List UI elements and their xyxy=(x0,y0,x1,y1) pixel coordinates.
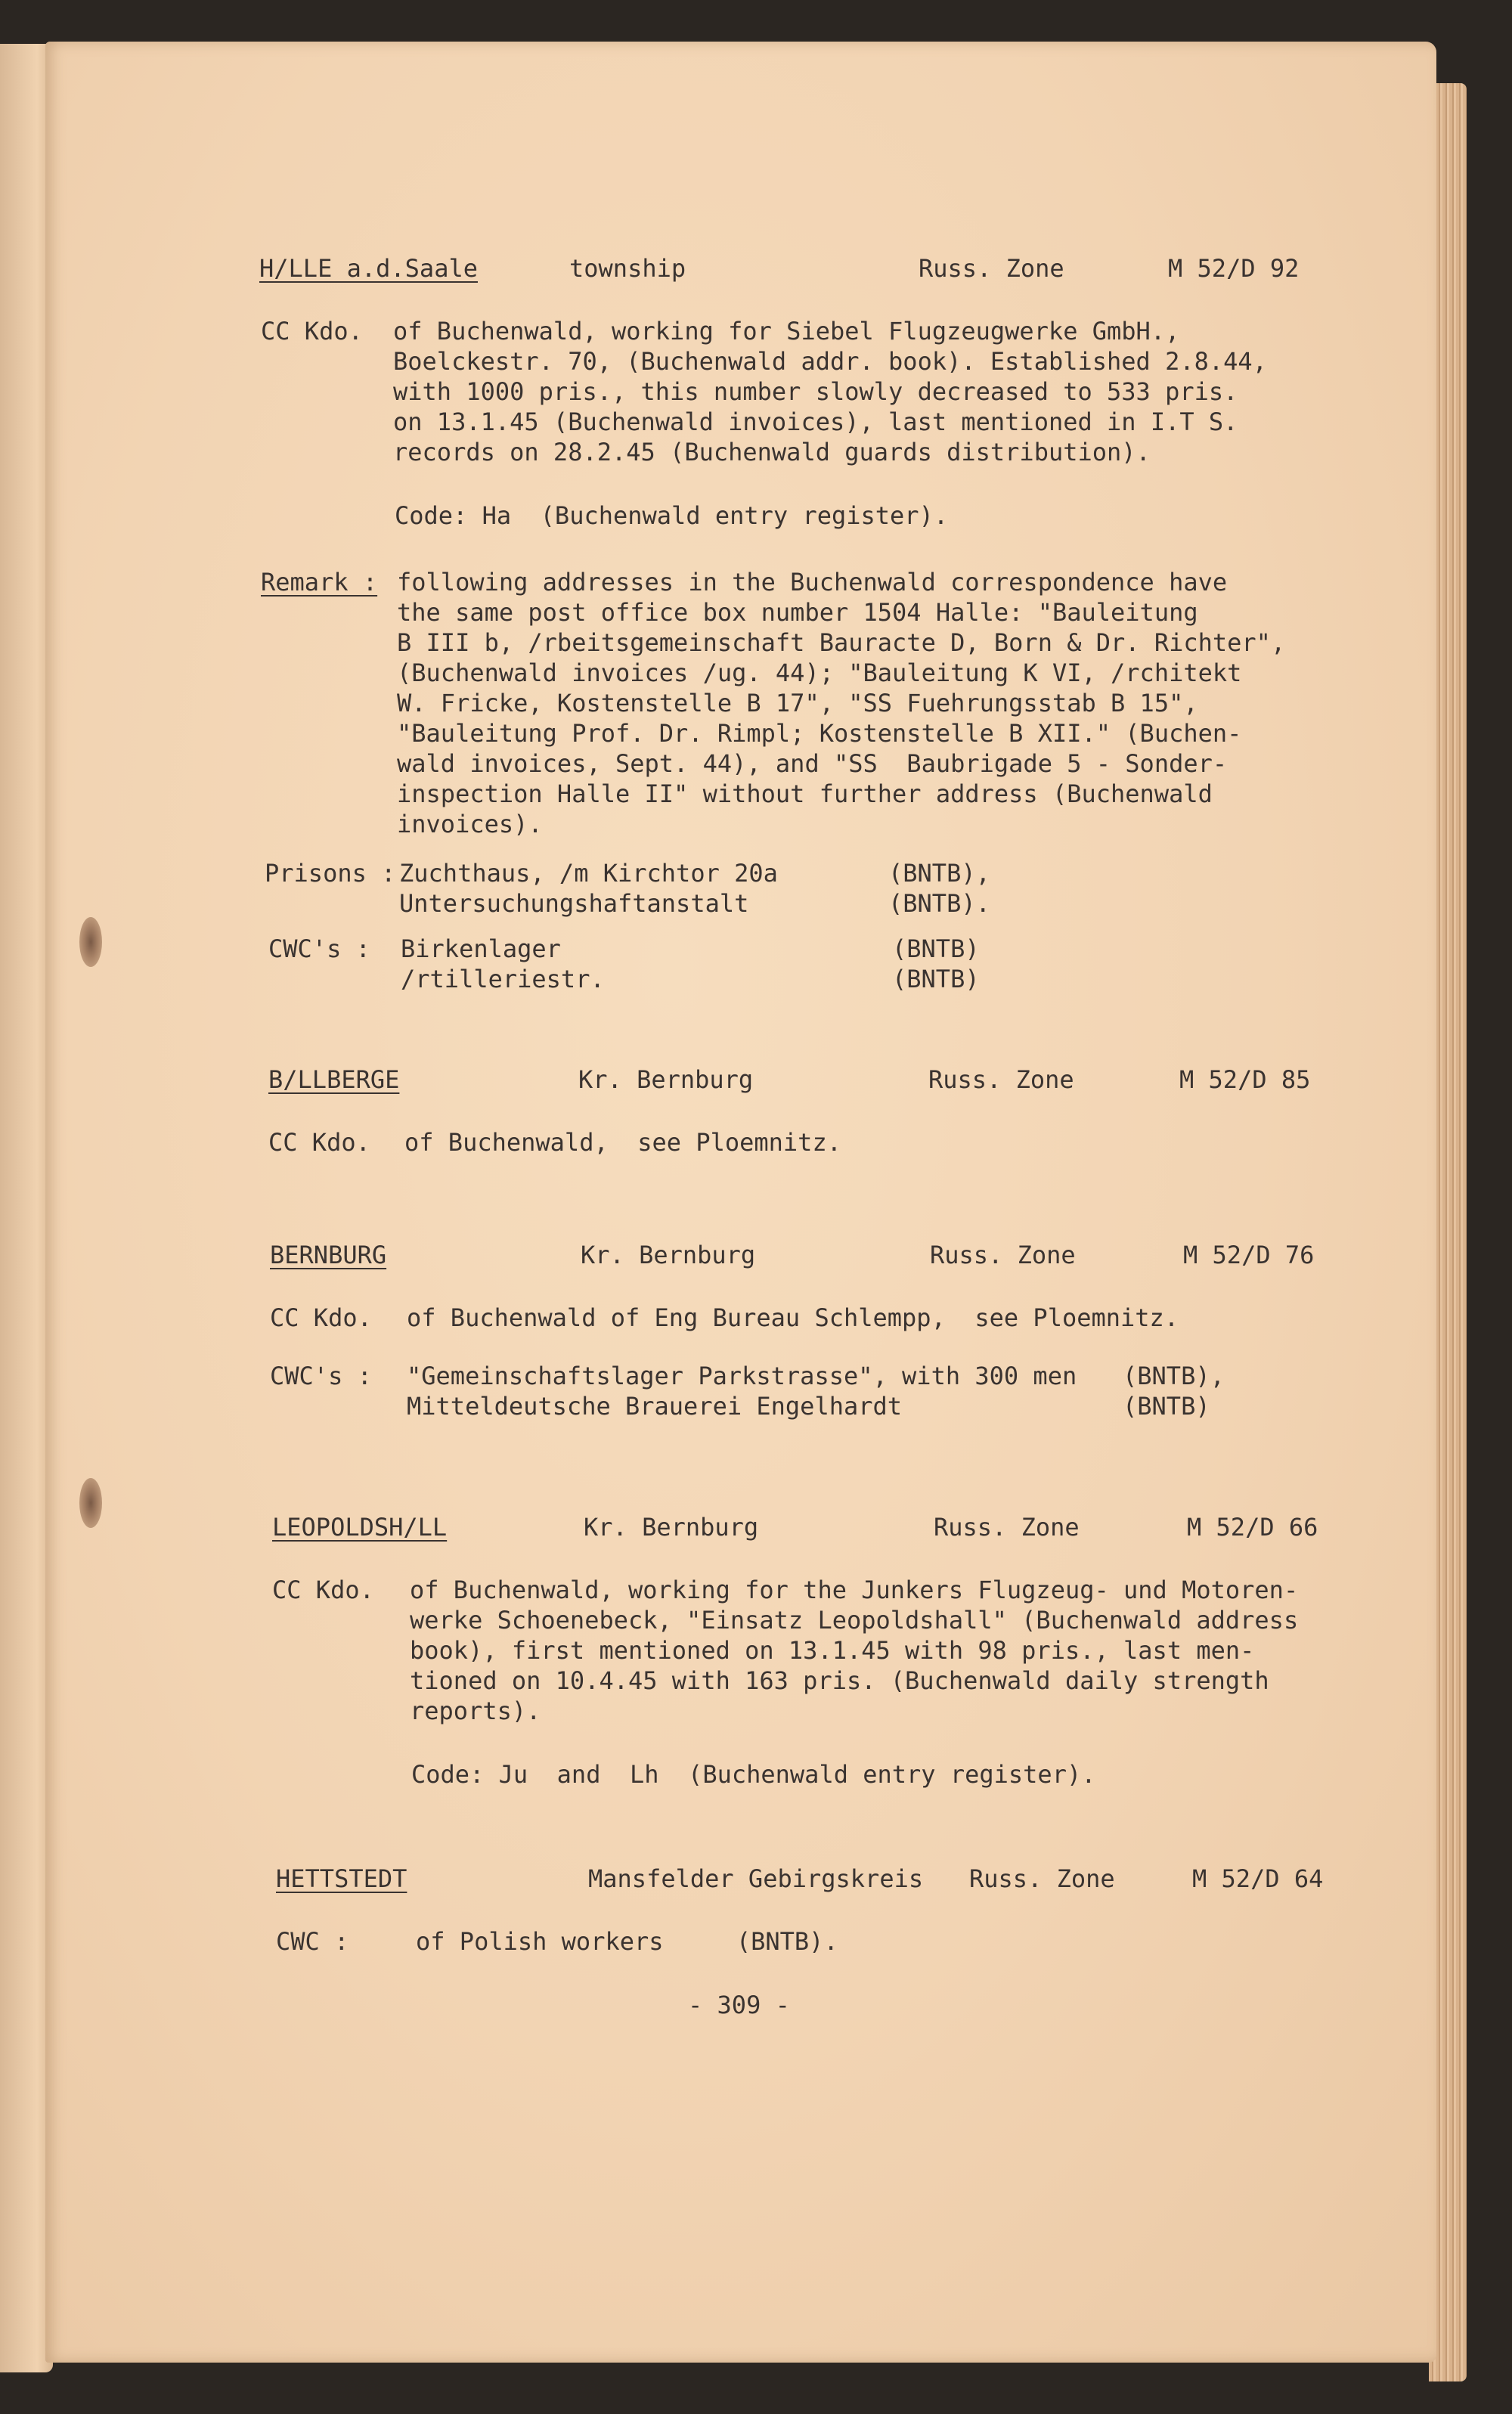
cwc-source: (BNTB) xyxy=(1123,1392,1210,1421)
remark-text-line: "Bauleitung Prof. Dr. Rimpl; Kostenstelle B XII." (Buchen- xyxy=(397,719,1242,748)
district: Kr. Bernburg xyxy=(581,1241,756,1269)
prisons-label: Prisons : xyxy=(265,859,396,888)
cwc-label: CWC : xyxy=(276,1927,349,1956)
remark-text-line: wald invoices, Sept. 44), and "SS Baubrigade 5 - Sonder- xyxy=(397,749,1228,778)
cwc-label: CWC's : xyxy=(268,934,370,963)
punch-hole xyxy=(79,1478,102,1528)
page-number: - 309 - xyxy=(688,1991,790,2019)
remark-text-line: (Buchenwald invoices /ug. 44); "Bauleitung K VI, /rchitekt xyxy=(397,659,1242,687)
cc-kdo-text-line: records on 28.2.45 (Buchenwald guards distribution). xyxy=(393,438,1151,466)
cc-kdo-text: of Buchenwald, see Ploemnitz. xyxy=(404,1128,841,1157)
district: Kr. Bernburg xyxy=(578,1065,754,1094)
cc-kdo-text-line: tioned on 10.4.45 with 163 pris. (Buchenwald daily strength xyxy=(410,1666,1269,1695)
cwc-source: (BNTB) xyxy=(892,934,980,963)
cwc-label: CWC's : xyxy=(270,1362,372,1390)
remark-text-line: the same post office box number 1504 Halle: "Bauleitung xyxy=(397,598,1198,627)
cwc-source: (BNTB), xyxy=(1123,1362,1225,1390)
district: township xyxy=(569,254,686,283)
map-reference: M 52/D 64 xyxy=(1192,1864,1324,1893)
district: Kr. Bernburg xyxy=(584,1513,759,1542)
place-name: H/LLE a.d.Saale xyxy=(259,254,478,283)
cc-kdo-text-line: of Buchenwald, working for the Junkers Flugzeug- und Motoren- xyxy=(410,1576,1299,1604)
remark-text-line: following addresses in the Buchenwald correspondence have xyxy=(397,568,1228,597)
cwc-name: /rtilleriestr. xyxy=(401,965,605,993)
zone: Russ. Zone xyxy=(969,1864,1115,1893)
code-line: Code: Ju and Lh (Buchenwald entry register). xyxy=(411,1760,1096,1789)
zone: Russ. Zone xyxy=(928,1065,1074,1094)
punch-hole xyxy=(79,917,102,967)
cc-kdo-text-line: reports). xyxy=(410,1697,541,1725)
remark-text-line: W. Fricke, Kostenstelle B 17", "SS Fuehrungsstab B 15", xyxy=(397,689,1198,717)
map-reference: M 52/D 66 xyxy=(1187,1513,1318,1542)
cc-kdo-text-line: of Buchenwald, working for Siebel Flugzeugwerke GmbH., xyxy=(393,317,1180,346)
cc-kdo-label: CC Kdo. xyxy=(268,1128,370,1157)
zone: Russ. Zone xyxy=(934,1513,1080,1542)
cwc-name: Birkenlager xyxy=(401,934,561,963)
cc-kdo-label: CC Kdo. xyxy=(272,1576,374,1604)
cc-kdo-text-line: with 1000 pris., this number slowly decreased to 533 pris. xyxy=(393,377,1238,406)
cc-kdo-text: of Buchenwald of Eng Bureau Schlempp, see Ploemnitz. xyxy=(407,1303,1179,1332)
cwc-name: "Gemeinschaftslager Parkstrasse", with 300 men xyxy=(407,1362,1077,1390)
code-line: Code: Ha (Buchenwald entry register). xyxy=(395,501,949,530)
cc-kdo-text-line: werke Schoenebeck, "Einsatz Leopoldshall" (Buchenwald address xyxy=(410,1606,1299,1635)
remark-text-line: invoices). xyxy=(397,810,543,838)
cwc-name: Mitteldeutsche Brauerei Engelhardt xyxy=(407,1392,903,1421)
district: Mansfelder Gebirgskreis xyxy=(588,1864,924,1893)
prison-source: (BNTB), xyxy=(888,859,990,888)
cc-kdo-text-line: book), first mentioned on 13.1.45 with 98 pris., last men- xyxy=(410,1636,1255,1665)
place-name: BERNBURG xyxy=(270,1241,387,1269)
cc-kdo-text-line: on 13.1.45 (Buchenwald invoices), last mentioned in I.T S. xyxy=(393,407,1238,436)
cwc-source: (BNTB) xyxy=(892,965,980,993)
cwc-text: of Polish workers (BNTB). xyxy=(416,1927,838,1956)
prison-source: (BNTB). xyxy=(888,889,990,918)
map-reference: M 52/D 76 xyxy=(1183,1241,1315,1269)
prison-name: Untersuchungshaftanstalt xyxy=(399,889,749,918)
place-name: HETTSTEDT xyxy=(276,1864,407,1893)
document-page xyxy=(45,42,1436,2363)
prison-name: Zuchthaus, /m Kirchtor 20a xyxy=(399,859,778,888)
cc-kdo-label: CC Kdo. xyxy=(261,317,363,346)
zone: Russ. Zone xyxy=(930,1241,1076,1269)
place-name: LEOPOLDSH/LL xyxy=(272,1513,448,1542)
cc-kdo-label: CC Kdo. xyxy=(270,1303,372,1332)
zone: Russ. Zone xyxy=(919,254,1064,283)
cc-kdo-text-line: Boelckestr. 70, (Buchenwald addr. book). Established 2.8.44, xyxy=(393,347,1267,376)
remark-text-line: inspection Halle II" without further address (Buchenwald xyxy=(397,779,1213,808)
remark-label: Remark : xyxy=(261,568,378,597)
map-reference: M 52/D 92 xyxy=(1168,254,1300,283)
place-name: B/LLBERGE xyxy=(268,1065,400,1094)
remark-text-line: B III b, /rbeitsgemeinschaft Bauracte D, Born & Dr. Richter", xyxy=(397,628,1286,657)
map-reference: M 52/D 85 xyxy=(1179,1065,1311,1094)
